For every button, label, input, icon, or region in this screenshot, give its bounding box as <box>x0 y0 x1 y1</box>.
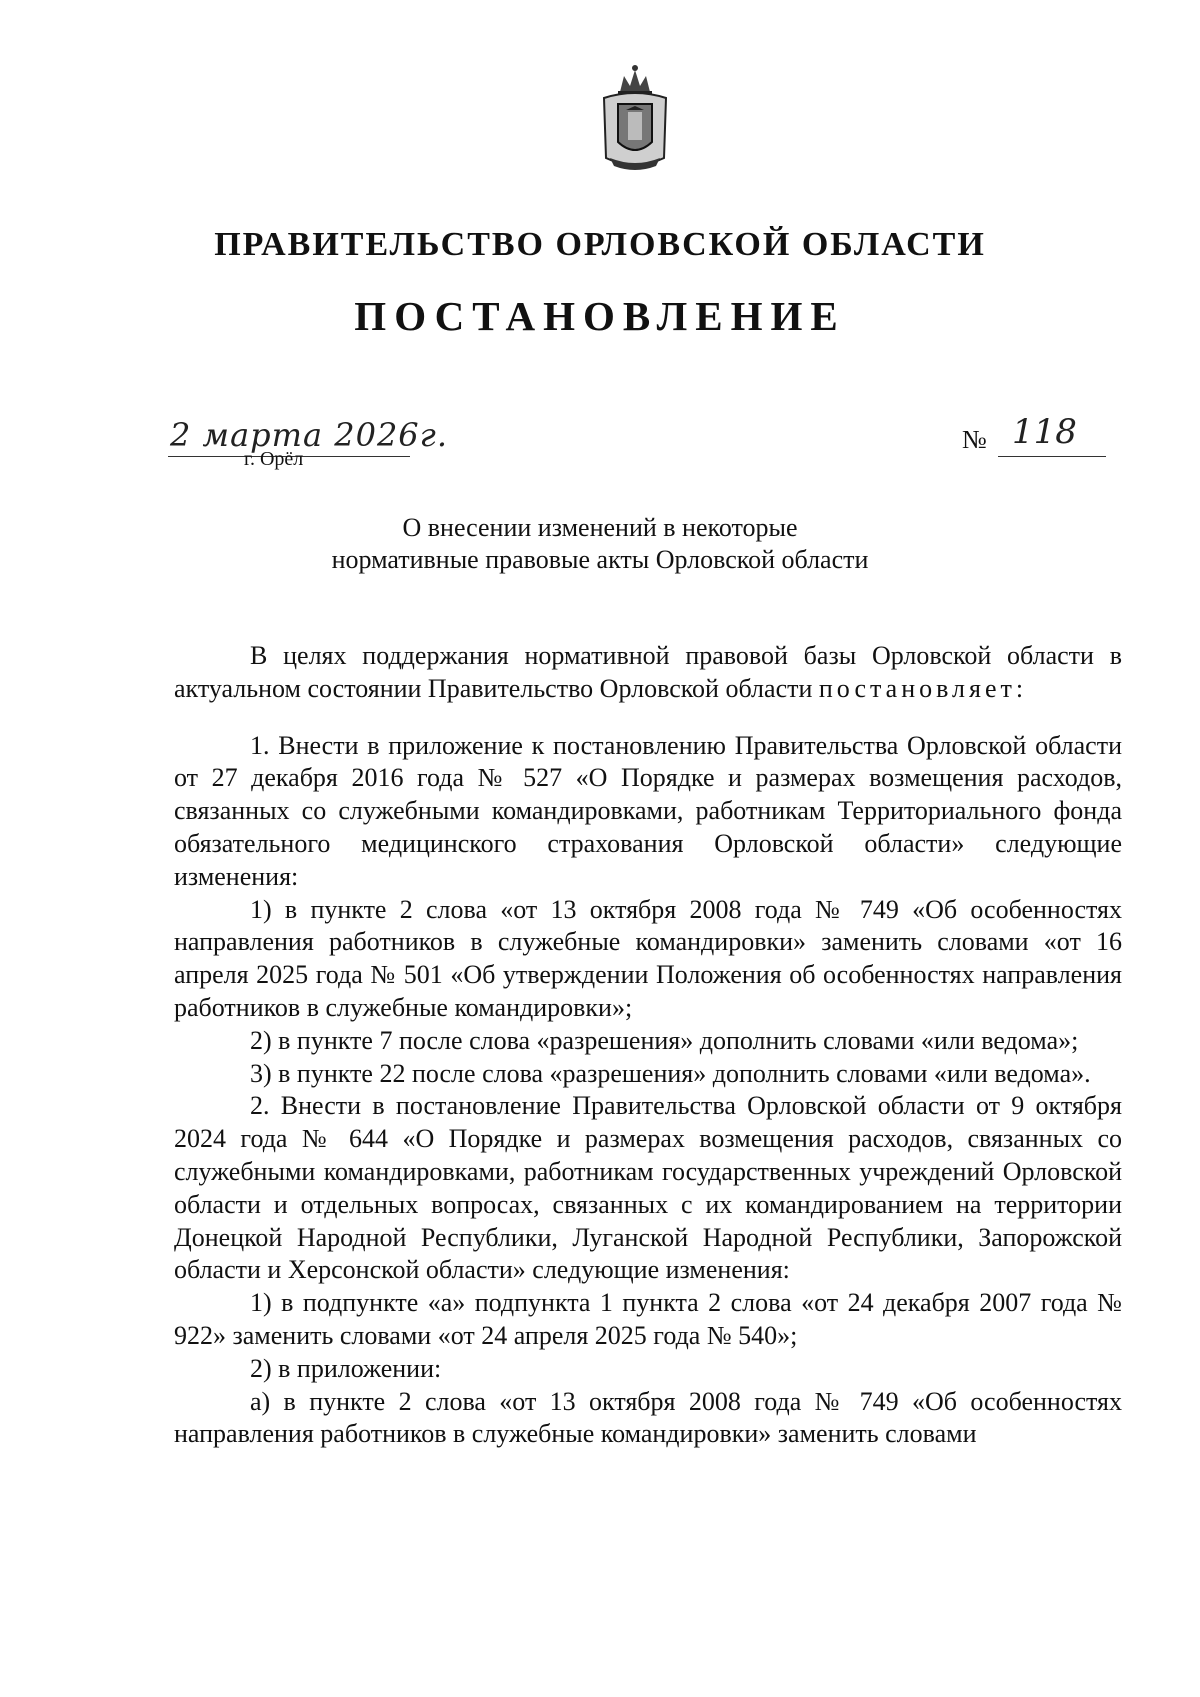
paragraph-2-2-a: а) в пункте 2 слова «от 13 октября 2008 года № 749 «Об особенностях направления работников в служебные командировки» заменить словами <box>174 1386 1122 1449</box>
coat-of-arms-icon <box>598 62 672 174</box>
paragraph-2: 2. Внести в постановление Правительства Орловской области от 9 октября 2024 года № 644 «О Порядке и размерах возмещения расходов, связанных со служебными командировками, работникам государственных учреждений Орловской области и отдельных вопросах, связанных с их командированием на территории Донецкой Народной Республики, Луганской Народной Республики, Запорожской области и Херсонской области» следующие изменения: <box>174 1091 1122 1285</box>
paragraph-1-2: 2) в пункте 7 после слова «разрешения» дополнить словами «или ведома»; <box>250 1025 1079 1055</box>
handwritten-date: 2 марта 2026г. <box>170 416 448 454</box>
paragraph-2-1: 1) в подпункте «а» подпункта 1 пункта 2 слова «от 24 декабря 2007 года № 922» заменить словами «от 24 апреля 2025 года № 540»; <box>174 1288 1122 1350</box>
document-subject <box>0 512 1200 576</box>
paragraph-2-2: 2) в приложении: <box>250 1353 442 1383</box>
document-type-title: ПОСТАНОВЛЕНИЕ <box>354 293 846 339</box>
subject-line-1: О внесении изменений в некоторые <box>402 513 798 542</box>
decree-word: постановляет: <box>818 673 1028 703</box>
paragraph-1: 1. Внести в приложение к постановлению Правительства Орловской области от 27 декабря 2016 года № 527 «О Порядке и размерах возмещения расходов, связанных со служебными командировками, работникам Территориального фонда обязательного медицинского страхования Орловской области» следующие изменения: <box>174 730 1122 891</box>
number-underline <box>998 456 1106 457</box>
preamble-text: В целях поддержания нормативной правовой базы Орловской области в актуальном состоянии Правительство Орловской области <box>174 641 1122 703</box>
number-label: № <box>962 425 987 454</box>
handwritten-number: 118 <box>1012 412 1077 452</box>
paragraph-1-3: 3) в пункте 22 после слова «разрешения» дополнить словами «или ведома». <box>250 1058 1091 1088</box>
preamble-paragraph <box>174 640 1122 706</box>
organization-title: ПРАВИТЕЛЬСТВО ОРЛОВСКОЙ ОБЛАСТИ <box>214 226 986 263</box>
subject-line-2: нормативные правовые акты Орловской области <box>331 545 869 574</box>
document-body <box>174 640 1122 1451</box>
paragraph-1-1: 1) в пункте 2 слова «от 13 октября 2008 года № 749 «Об особенностях направления работников в служебные командировки» заменить словами «от 16 апреля 2025 года № 501 «Об утверждении Положения об особенностях направления работников в служебные командировки»; <box>174 894 1122 1022</box>
city-label: г. Орёл <box>244 448 304 470</box>
